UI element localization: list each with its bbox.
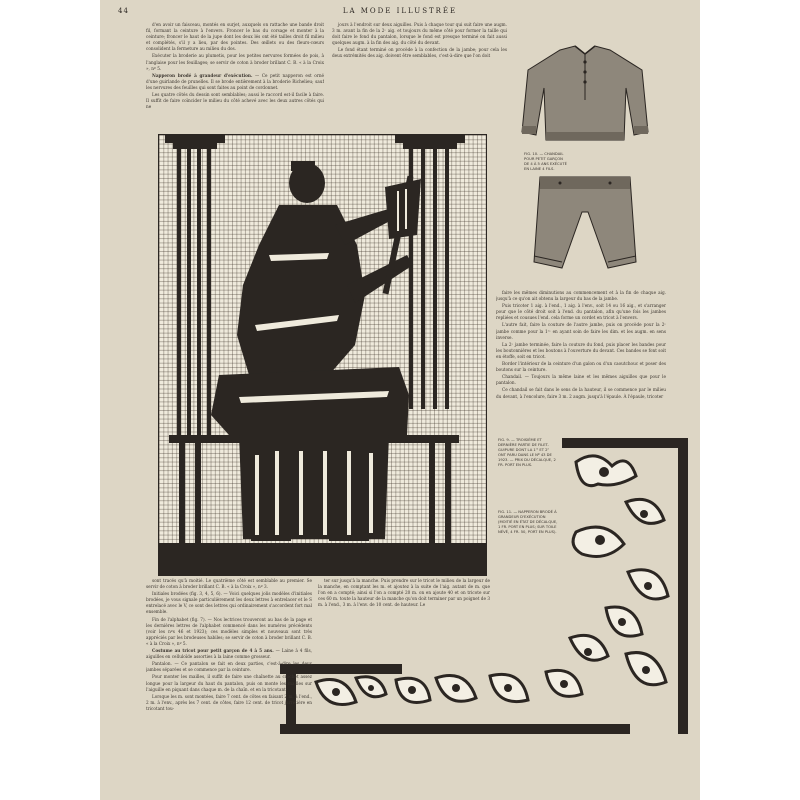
paragraph: Border l'intérieur de la ceinture d'un galon ou d'un caoutchouc et poser des boutons sur la ceinture.: [496, 361, 666, 373]
magazine-title: LA MODE ILLUSTRÉE: [342, 7, 458, 15]
paragraph: d'en avoir un faisceau, montés en surjet, auxquels on rattache une bande droit fil, formant la ceinture à l'envers. Froncer le bas du corsage et monter à la ceinture; froncer le haut de la jupe dont les deux lés ont été tailles droit fil milieu et complétés, s'il y a lieu, par des pointes. Des œillets ou des fleurs-cœurs consolident la fermeture au milieu du dos.: [146, 22, 324, 52]
paragraph: Pantalon. — Ce pantalon se fait en deux parties, c'est-à-dire les deux jambes séparées et se commence par la ceinture.: [146, 661, 312, 673]
paragraph: jours à l'endroit sur deux aiguilles. Puis à chaque tour qui suit faire une augm. 3 m. avant la fin de la 2ᵉ aig. et toujours du même côté pour former la taille qui doit faire le fond du pantalon, lorsque le fond est presque terminé on fait aussi quelques augm. à la fin des aig. du côté du devant.: [332, 22, 507, 46]
running-header: [100, 7, 700, 19]
paragraph: Le fond étant terminé on procède à la confection de la jambe; pour cela les deux extrémités des aig. doivent être semblables, c'est-à-dire que l'on doit: [332, 47, 507, 59]
figure-11-caption: FIG. 11. — NAPPERON BRODÉ À GRANDEUR D'EXÉCUTION (MOITIÉ EN ÉTAT DE DÉCALQUE, 1 FR. PORT EN PLUS; SUR TOILE NÉVÉ, 4 FR. 50, PORT EN PLUS).: [498, 510, 558, 534]
column-1-top-text: [146, 22, 324, 138]
sweater-illustration: [520, 40, 650, 150]
paragraph: faire les mêmes diminutions au commencement et à la fin de chaque aig. jusqu'à ce qu'on ait obtenu la largeur du bas de la jambe.: [496, 290, 666, 302]
paragraph: L'autre fait, faire la couture de l'autre jambe, puis on procède pour la 2ᵉ jambe comme pour la 1ʳᵉ en ayant soin de faire les dim. et les augm. en sens inverse.: [496, 322, 666, 340]
paragraph-text: — Ce petit napperon est orné d'une guirlande de prunelles. Il se brode entièrement à la broderie Richelieu; sauf les nervures des feuilles qui sont faites au point de cordonnet.: [146, 72, 324, 90]
column-1-bottom-text: [146, 578, 312, 793]
figure-9-caption: FIG. 9. — TROISIÈME ET DERNIÈRE PARTIE DE FILET-GUIPURE DONT LA 1ʳᵉ ET 2ᵉ ONT PARU DANS LE Nº 43 DE 1923. — PRIX DU DÉCALQUE, 2 FR. PORT EN PLUS.: [498, 438, 556, 467]
paragraph: Puis tricoter 1 aig. à l'end., 1 aig. à l'env., soit 14 ou 16 aig., et s'arranger pour que le côté droit soit à l'end. du pantalon, afin qu'une fois les jambes repliées et cousues l'end. cela forme un cordet en tricot à l'envers.: [496, 303, 666, 321]
paragraph: Les quatre côtés du dessin sont semblables; aussi le raccord est-il facile à faire. Il suffit de faire coïncider le milieu du côté achevé avec les deux autres côtés qui ne: [146, 92, 324, 110]
figure-10-caption: FIG. 10. — CHANDAIL POUR PETIT GARÇON DE 4 À 5 ANS EXÉCUTÉ EN LAINE 4 FILS.: [524, 152, 567, 171]
paragraph-text: — Laine à 4 fils, aiguilles en celluloïde assorties à la laine comme grosseur.: [146, 648, 312, 660]
column-2-bottom-text: [318, 578, 490, 662]
shorts-illustration: [530, 172, 640, 282]
magazine-page: [100, 0, 700, 800]
section-heading: Napperon brodé à grandeur d'exécution.: [152, 72, 253, 78]
section-heading: Costume au tricot pour petit garçon de 4 à 5 ans.: [152, 648, 274, 654]
paragraph: Chandail. — Toujours la même laine et les mêmes aiguilles que pour le pantalon.: [496, 374, 666, 386]
paragraph: La 2ᵉ jambe terminée, faire la couture du fond, puis placer les bandes pour les boutonnières et les boutons à l'ouverture du devant. Ces bandes se font soit en étoffe, soit en tricot.: [496, 341, 666, 359]
column-2-right-text: [496, 290, 666, 436]
paragraph: [146, 73, 324, 91]
column-2-top-text: [332, 22, 507, 138]
page-number: 44: [118, 7, 129, 15]
paragraph: Ce chandail se fait dans le sens de la hauteur, il se commence par le milieu du devant, à l'encolure, faire 3 m. 2 augm. jusqu'à l'épaule. À l'épaule, tricoter: [496, 387, 666, 399]
paragraph: Initiales brodées (fig. 3, 4, 5, 6). — Voici quelques jolis modèles d'initiales brodées, je vous signale particulièrement les deux lettres à entrelacer et le S entrelacé avec le V, ce sont des lettres qui ordinairement s'accordent fort mal ensemble.: [146, 591, 312, 615]
paragraph: Fin de l'alphabet (fig. 7). — Nos lectrices trouveront au bas de la page et les dernières lettres de l'alphabet commencé dans les numéros précédents (voir les nºs 46 et 1923); ces modèles simples et nouveaux sont très appréciés par les brodeuses habiles; se servir de coton à broder brillant C. B. « à la Croix », nº 5.: [146, 616, 312, 646]
paragraph: Pour monter les mailles, il suffit de faire une chaînette au crochet assez longue pour la largeur du haut du pantalon, puis on monte les mailles sur l'aiguille en piquant dans chaque m. de la chaîn. et en la tricotant.: [146, 674, 312, 692]
paragraph: sont tracés qu'à moitié. Le quatrième côté est semblable au premier. Se servir de coton à broder brillant C. B. « à la Croix », nº 3.: [146, 578, 312, 590]
paragraph: Exécuter la broderie au plumetis, pour les petites nervures formées de pois, à l'anglaise pour les feuillages; se servir de coton à broder brillant C. B. « à la Croix », nº 5.: [146, 53, 324, 71]
paragraph: ter sur jusqu'à la manche. Puis prendre sur le tricot le milieu de la largeur de la manche, en comptant les m. et ajoutez à la suite de l'aig. autant de m. que l'on en a compté; ainsi si l'on a compté 20 m. on en ajoute 40 et on tricote sur ces 60 m. toute la hauteur de la manche qu'on doit terminer par un poignet de 3 m. à l'end., 3 m. à l'env. de 10 cent. de hauteur. Le: [318, 578, 490, 608]
paragraph: Lorsque les m. sont montées, faire 7 cent. de côtes en faisant 2 m. à l'end., 2 m. à l'env., après les 7 cent. de côtes, faire 12 cent. de tricot jarretière en tricotant tou-: [146, 693, 312, 711]
paragraph: [146, 648, 312, 660]
